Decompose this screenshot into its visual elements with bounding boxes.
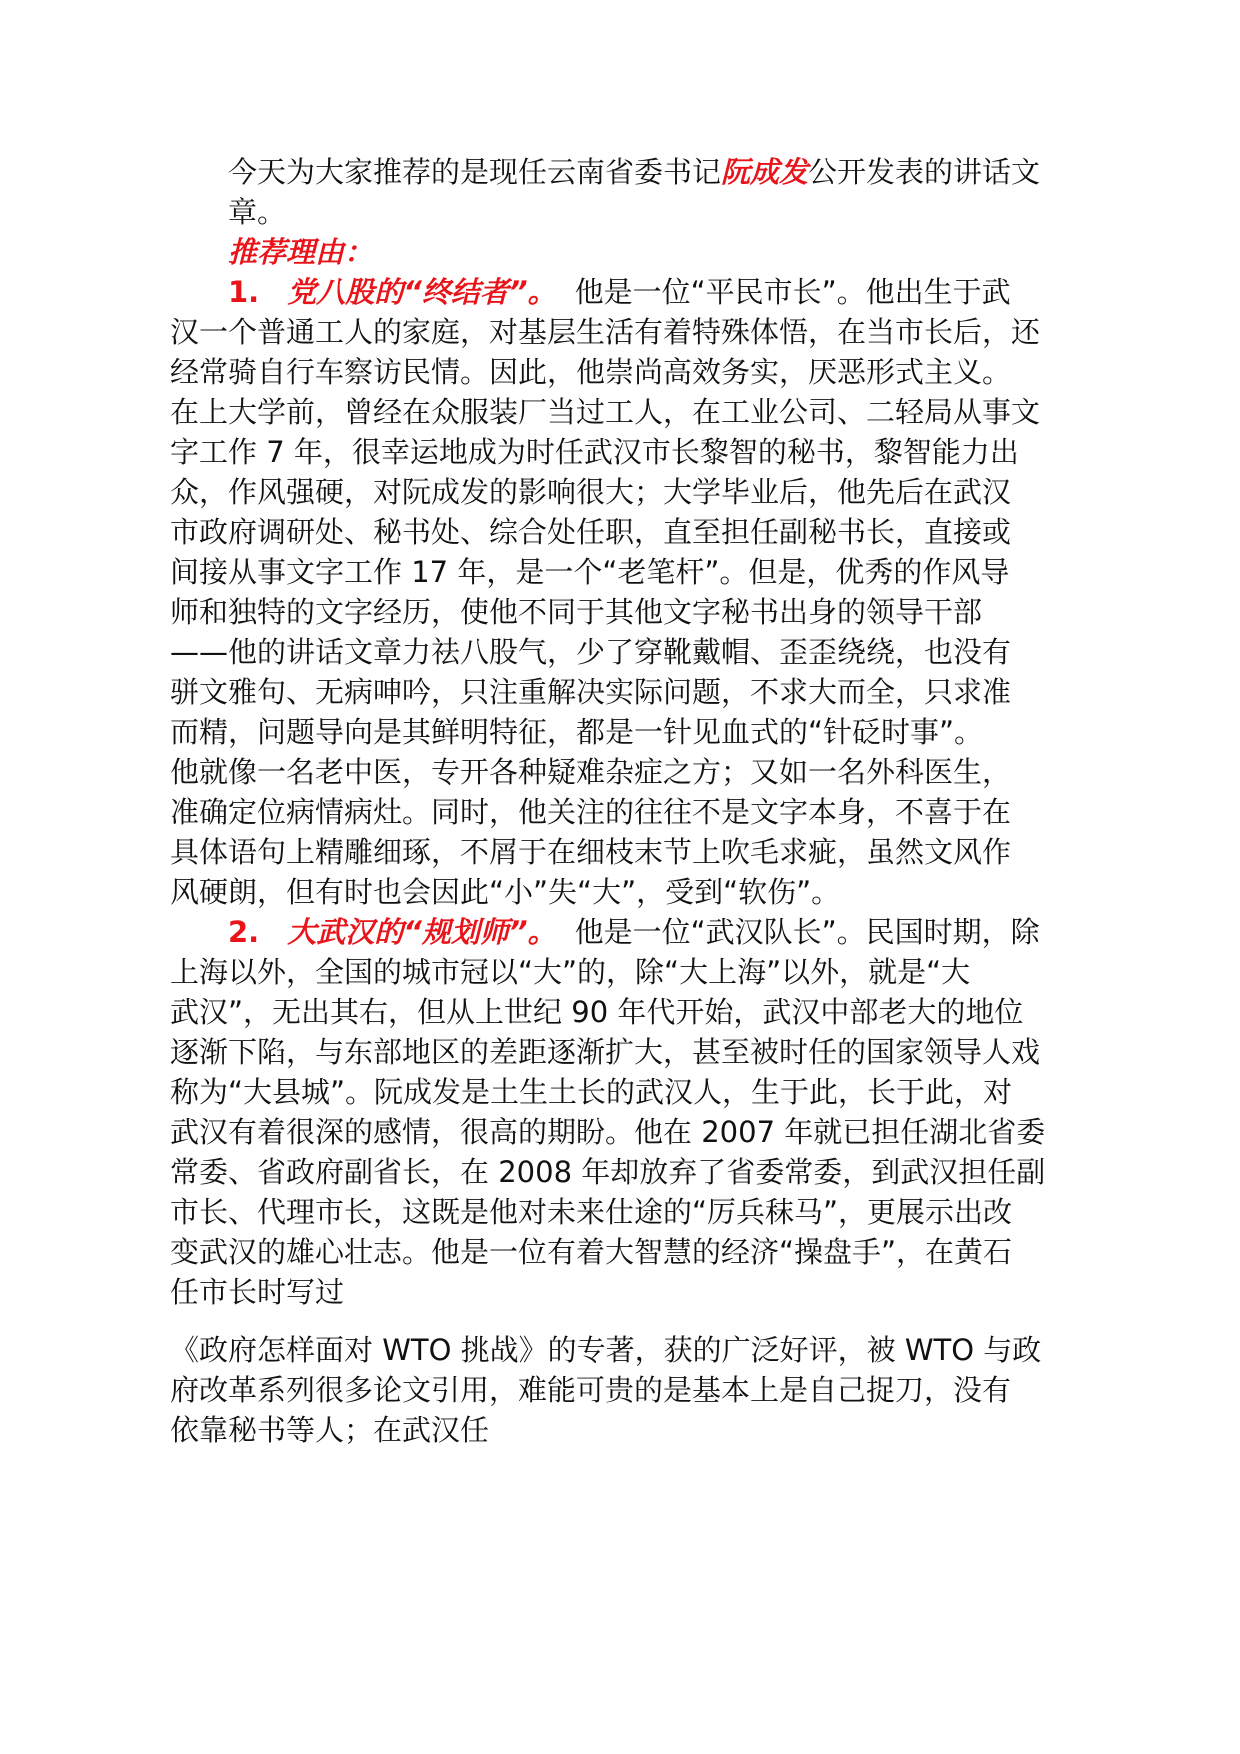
item1-line: 准确定位病情病灶。同时，他关注的往往不是文字本身，不喜于在 (170, 795, 1012, 829)
intro-text: 公开发表的讲话文 (808, 155, 1041, 189)
item1-line: 具体语句上精雕细琢，不屑于在细枝末节上吹毛求疵，虽然文风作 (170, 835, 1012, 869)
item2-line: 市长、代理市长，这既是他对未来仕途的“厉兵秣马”，更展示出改 (170, 1195, 1013, 1229)
item1-line: 师和独特的文字经历，使他不同于其他文字秘书出身的领导干部 (170, 595, 983, 629)
item1-line: 间接从事文字工作 17 年，是一个“老笔杆”。但是，优秀的作风导 (170, 555, 1010, 589)
item1-title: 党八股的“终结者”。 (287, 275, 557, 309)
item1-number: 1. (228, 275, 260, 309)
item2-line: 府改革系列很多论文引用，难能可贵的是基本上是自己捉刀，没有 (170, 1373, 1012, 1407)
item1-line: 字工作 7 年，很幸运地成为时任武汉市长黎智的秘书，黎智能力出 (170, 435, 1019, 469)
item1-line: 他就像一名老中医，专开各种疑难杂症之方；又如一名外科医生， (170, 755, 1012, 789)
intro-text: 今天为大家推荐的是现任云南省委书记 (228, 155, 722, 189)
item1-line: 市政府调研处、秘书处、综合处任职，直至担任副秘书长，直接或 (170, 515, 1012, 549)
item1-line: 在上大学前，曾经在众服装厂当过工人，在工业公司、二轻局从事文 (170, 395, 1041, 429)
item1-line: 众，作风强硬，对阮成发的影响很大；大学毕业后，他先后在武汉 (170, 475, 1012, 509)
item1-line: 他是一位“平民市长”。他出生于武 (574, 275, 1011, 309)
item2-line: 依靠秘书等人；在武汉任 (170, 1413, 490, 1447)
item1-line: 而精，问题导向是其鲜明特征，都是一针见血式的“针砭时事”。 (170, 715, 984, 749)
item2-line: 变武汉的雄心壮志。他是一位有着大智慧的经济“操盘手”，在黄石 (170, 1235, 1013, 1269)
item2-title: 大武汉的“规划师”。 (287, 915, 557, 949)
item1-line: 风硬朗，但有时也会因此“小”失“大”，受到“软伤”。 (170, 875, 841, 909)
item2-number: 2. (228, 915, 260, 949)
item2-line: 《政府怎样面对 WTO 挑战》的专著，获的广泛好评，被 WTO 与政 (170, 1333, 1042, 1367)
item2-line: 任市长时写过 (170, 1275, 345, 1309)
item2-first-line (228, 912, 1040, 952)
highlighted-name: 阮成发 (721, 155, 809, 189)
item2-line: 逐渐下陷，与东部地区的差距逐渐扩大，甚至被时任的国家领导人戏 (170, 1035, 1041, 1069)
reason-heading: 推荐理由： (228, 235, 374, 269)
item1-line: 汉一个普通工人的家庭，对基层生活有着特殊体悟，在当市长后，还 (170, 315, 1041, 349)
item2-line: 上海以外，全国的城市冠以“大”的，除“大上海”以外，就是“大 (170, 955, 971, 989)
item2-line: 常委、省政府副省长，在 2008 年却放弃了省委常委，到武汉担任副 (170, 1155, 1046, 1189)
item2-line: 武汉有着很深的感情，很高的期盼。他在 2007 年就已担任湖北省委 (170, 1115, 1046, 1149)
item2-line: 他是一位“武汉队长”。民国时期，除 (574, 915, 1040, 949)
item1-line: 骈文雅句、无病呻吟，只注重解决实际问题，不求大而全，只求准 (170, 675, 1012, 709)
intro-line-2: 章。 (228, 195, 287, 229)
item2-line: 武汉”，无出其右，但从上世纪 90 年代开始，武汉中部老大的地位 (170, 995, 1024, 1029)
item1-first-line (228, 272, 1011, 312)
item1-line: ——他的讲话文章力祛八股气，少了穿靴戴帽、歪歪绕绕，也没有 (170, 635, 1012, 669)
intro-line-1 (228, 152, 1040, 192)
item1-line: 经常骑自行车察访民情。因此，他崇尚高效务实，厌恶形式主义。 (170, 355, 1012, 389)
item2-line: 称为“大县城”。阮成发是土生土长的武汉人，生于此，长于此，对 (170, 1075, 1013, 1109)
